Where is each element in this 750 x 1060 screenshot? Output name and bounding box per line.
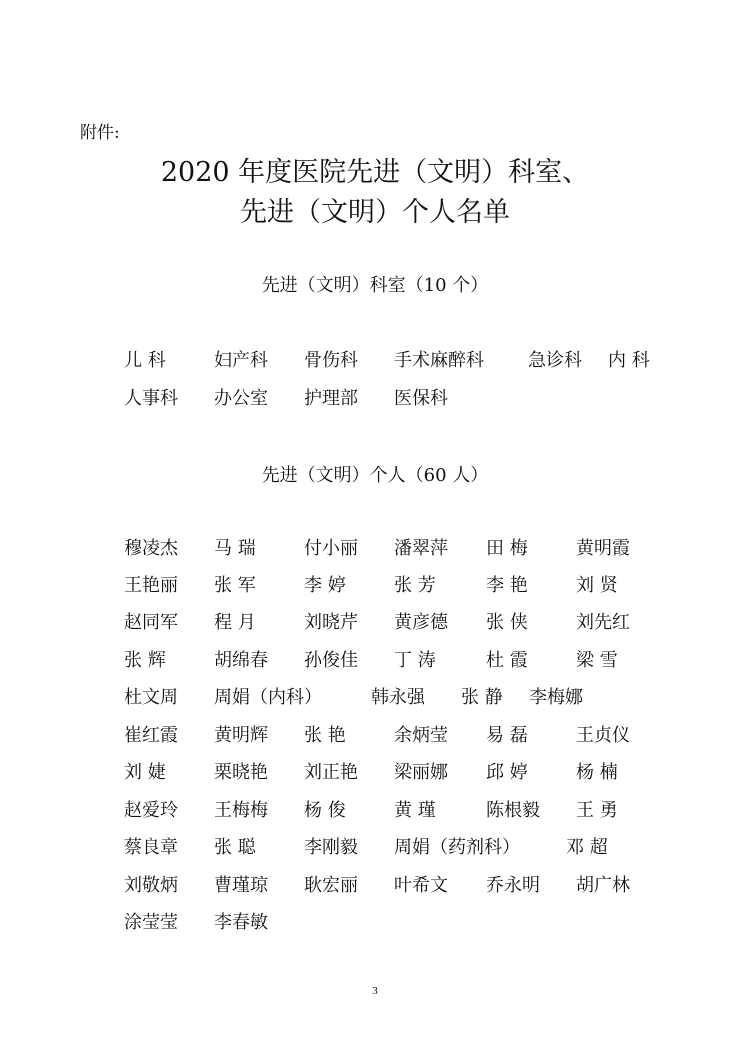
person-name: 叶希文 — [394, 875, 448, 896]
department-name: 护理部 — [304, 388, 358, 409]
person-name: 张 静 — [461, 687, 503, 708]
department-name: 人事科 — [124, 388, 178, 409]
person-name: 黄 瑾 — [394, 800, 436, 821]
person-heading: 先进（文明）个人（60 人） — [261, 465, 489, 486]
person-name: 刘正艳 — [304, 762, 358, 783]
person-name: 张 辉 — [124, 650, 166, 671]
person-name: 余炳莹 — [394, 725, 448, 746]
person-name: 李梅娜 — [529, 687, 583, 708]
person-name: 杨 楠 — [576, 762, 618, 783]
department-name: 医保科 — [394, 388, 448, 409]
person-name: 马 瑞 — [214, 538, 256, 559]
person-name: 王 勇 — [576, 800, 618, 821]
page-number: 3 — [372, 985, 378, 997]
department-name: 内 科 — [608, 350, 650, 371]
person-name: 穆凌杰 — [124, 538, 178, 559]
person-name: 耿宏丽 — [304, 875, 358, 896]
person-name: 涂莹莹 — [124, 912, 178, 933]
person-name: 刘 婕 — [124, 762, 166, 783]
person-name: 胡广林 — [576, 875, 630, 896]
person-name: 张 芳 — [394, 575, 436, 596]
person-name: 赵同军 — [124, 612, 178, 633]
department-name: 骨伤科 — [304, 350, 358, 371]
department-name: 妇产科 — [214, 350, 268, 371]
person-name: 赵爱玲 — [124, 800, 178, 821]
person-name: 杜 霞 — [486, 650, 528, 671]
person-name: 栗晓艳 — [214, 762, 268, 783]
person-name: 李春敏 — [214, 912, 268, 933]
person-name: 蔡良章 — [124, 837, 178, 858]
person-name: 陈根毅 — [486, 800, 540, 821]
department-name: 儿 科 — [124, 350, 166, 371]
person-name: 崔红霞 — [124, 725, 178, 746]
department-name: 手术麻醉科 — [394, 350, 484, 371]
person-name: 刘晓芹 — [304, 612, 358, 633]
person-name: 梁 雪 — [576, 650, 618, 671]
person-name: 杜文周 — [124, 687, 178, 708]
person-name: 胡绵春 — [214, 650, 268, 671]
person-name: 李 艳 — [486, 575, 528, 596]
person-name: 韩永强 — [371, 687, 425, 708]
person-name: 曹瑾琼 — [214, 875, 268, 896]
person-name: 杨 俊 — [304, 800, 346, 821]
person-name: 王贞仪 — [576, 725, 630, 746]
department-name: 办公室 — [214, 388, 268, 409]
person-name: 李 婷 — [304, 575, 346, 596]
person-name: 周娟（内科） — [214, 687, 322, 708]
department-name: 急诊科 — [528, 350, 582, 371]
person-name: 张 聪 — [214, 837, 256, 858]
person-name: 邱 婷 — [486, 762, 528, 783]
person-name: 丁 涛 — [394, 650, 436, 671]
person-name: 周娟（药剂科） — [394, 837, 520, 858]
department-heading: 先进（文明）科室（10 个） — [261, 275, 489, 296]
person-name: 潘翠萍 — [394, 538, 448, 559]
person-name: 付小丽 — [304, 538, 358, 559]
person-name: 王梅梅 — [214, 800, 268, 821]
person-name: 梁丽娜 — [394, 762, 448, 783]
person-name: 张 侠 — [486, 612, 528, 633]
document-title-line1: 2020 年度医院先进（文明）科室、 — [160, 157, 590, 188]
person-name: 黄明辉 — [214, 725, 268, 746]
person-name: 程 月 — [214, 612, 256, 633]
person-name: 易 磊 — [486, 725, 528, 746]
person-name: 刘先红 — [576, 612, 630, 633]
person-name: 孙俊佳 — [304, 650, 358, 671]
attachment-label: 附件: — [80, 123, 120, 143]
person-name: 刘敬炳 — [124, 875, 178, 896]
person-name: 刘 贤 — [576, 575, 618, 596]
person-name: 田 梅 — [486, 538, 528, 559]
person-name: 张 艳 — [304, 725, 346, 746]
person-name: 邓 超 — [566, 837, 608, 858]
person-name: 乔永明 — [486, 875, 540, 896]
person-name: 王艳丽 — [124, 575, 178, 596]
document-title-line2: 先进（文明）个人名单 — [240, 197, 510, 228]
person-name: 黄彦德 — [394, 612, 448, 633]
person-name: 李刚毅 — [304, 837, 358, 858]
person-name: 张 军 — [214, 575, 256, 596]
person-name: 黄明霞 — [576, 538, 630, 559]
